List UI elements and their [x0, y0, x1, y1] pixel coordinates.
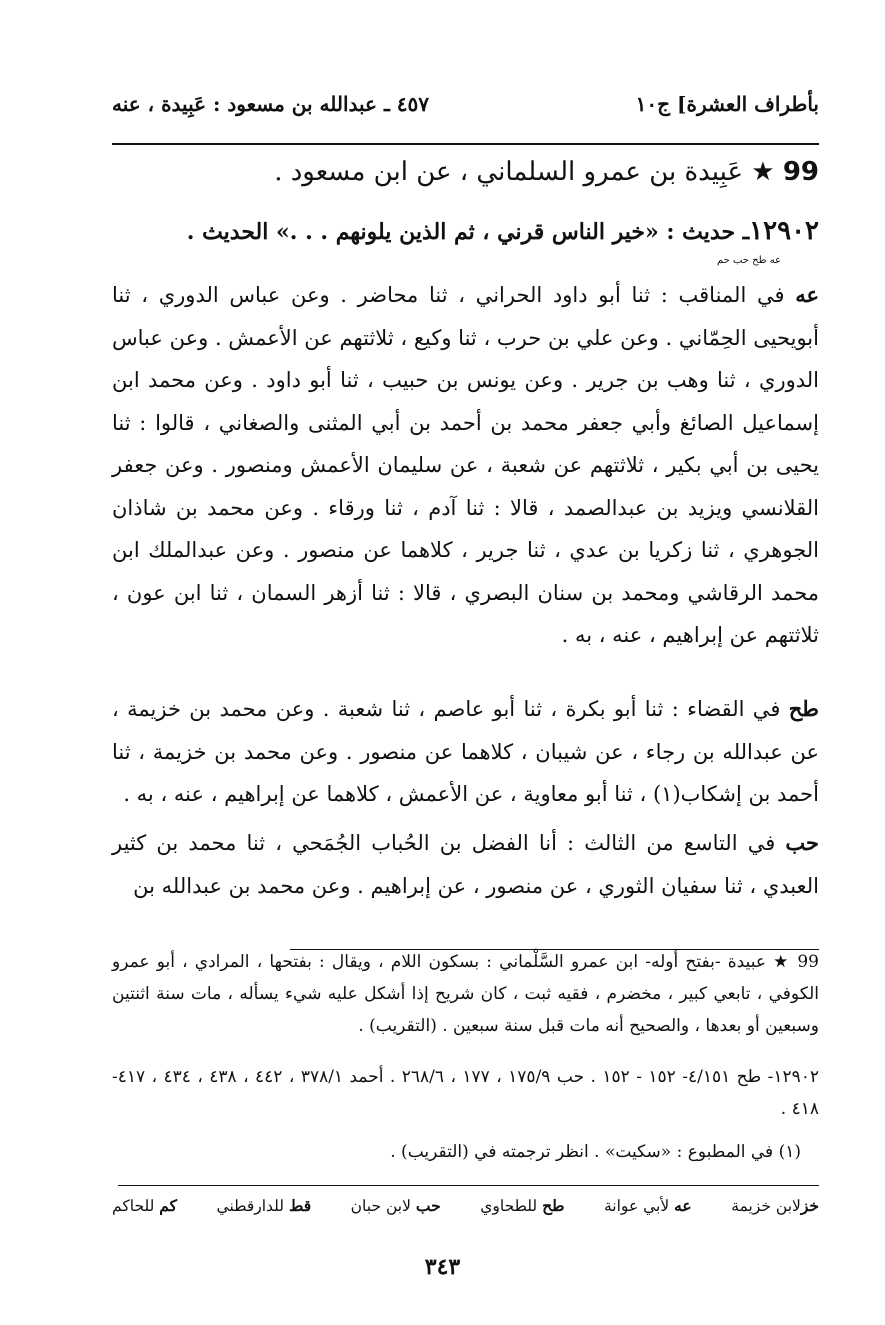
source-sigla: عه طح حب حم [716, 255, 782, 266]
abbreviation-key [112, 1196, 819, 1215]
star-icon: ★ [751, 157, 775, 187]
footnote-narrator-bio: 99 ★ عبيدة -بفتح أوله- ابن عمرو السَّلْماني : بسكون اللام ، ويقال : بفتحها ، المرادي ، أبو عمرو الكوفي ، تابعي كبير ، مخضرم ، فقيه ثبت ، كان شريح إذا أشكل عليه شيء يسأله ، مات سنة اثنتين وسبعين أو بعدها ، والصحيح أنه مات قبل سنة سبعين . (التقريب) . [112, 952, 819, 1036]
header-volume: بأطراف العشرة] ج١٠ [635, 92, 819, 116]
source-code: طح [788, 696, 819, 721]
isnad-paragraph [112, 688, 819, 816]
header-rule [112, 143, 819, 145]
page-number: ٣٤٣ [424, 1254, 461, 1280]
paragraph-text: في المناقب : ثنا أبو داود الحراني ، ثنا محاضر . وعن عباس الدوري ، ثنا أبويحيى الحِمّاني . وعن علي بن حرب ، ثنا وكيع ، ثلاثتهم عن الأعمش . وعن عباس الدوري ، ثنا وهب بن جرير . وعن يونس بن حبيب ، ثنا أبو داود . وعن محمد ابن إسماعيل الصائغ وأبي جعفر محمد بن أحمد بن أبي المثنى والصغاني ، قالوا : ثنا يحيى بن أبي بكير ، ثلاثتهم عن شعبة ، عن سليمان الأعمش ومنصور . وعن جعفر القلانسي ويزيد بن عبدالصمد ، قالا : ثنا آدم ، ثنا ورقاء . وعن محمد بن شاذان الجوهري ، ثنا زكريا بن عدي ، ثنا جرير ، كلاهما عن منصور . وعن عبدالملك ابن محمد الرقاشي ومحمد بن سنان البصري ، قالا : ثنا أزهر السمان ، ثنا ابن عون ، ثلاثتهم عن إبراهيم ، عنه ، به . [112, 283, 819, 647]
hadith-text: «خير الناس قرني ، ثم الذين يلونهم . . .» الحديث . [186, 219, 659, 245]
source-code: حب [785, 830, 819, 855]
isnad-paragraph [112, 274, 819, 657]
hadith-number: ١٢٩٠٢ [749, 216, 819, 246]
paragraph-text: في القضاء : ثنا أبو بكرة ، ثنا أبو عاصم ، ثنا شعبة . وعن محمد بن خزيمة ، عن عبدالله بن رجاء ، عن شيبان ، كلاهما عن منصور . وعن محمد بن خزيمة ، ثنا أحمد بن إشكاب(١) ، ثنا أبو معاوية ، عن الأعمش ، كلاهما عن إبراهيم ، عنه ، به . [112, 697, 819, 806]
abbrev-item: خزلابن خزيمة [731, 1196, 819, 1215]
abbrev-item: حب لابن حبان [350, 1196, 441, 1215]
paragraph-text: في التاسع من الثالث : أنا الفضل بن الحُباب الجُمَحي ، ثنا محمد بن كثير العبدي ، ثنا سفيان الثوري ، عن منصور ، عن إبراهيم . وعن محمد بن عبدالله بن [112, 831, 819, 898]
narrator-number: 99 [782, 157, 819, 187]
source-code: عه [795, 282, 819, 307]
isnad-paragraph [112, 822, 819, 907]
footnote-references: ١٢٩٠٢- طح ٤/١٥١- ١٥٢ - ١٥٢ . حب ١٧٥/٩ ، ١٧٧ ، ٢٦٨/٦ . أحمد ٣٧٨/١ ، ٤٤٢ ، ٤٣٨ ، ٤٣٤ ، ٤١٧- ٤١٨ . [112, 1067, 820, 1119]
footnote-1: (١) في المطبوع : «سكيت» . انظر ترجمته في (التقريب) . [390, 1142, 801, 1162]
abbrev-item: كم للحاكم [112, 1196, 177, 1215]
narrator-name: عَبِيدة بن عمرو السلماني ، عن ابن مسعود . [274, 157, 743, 187]
abbrev-item: طح للطحاوي [480, 1196, 565, 1215]
abbrev-item: عه لأبي عوانة [604, 1196, 692, 1215]
narrator-entry [112, 152, 819, 192]
running-header [112, 92, 819, 116]
abbrev-item: قط للدارقطني [216, 1196, 312, 1215]
abbreviations-rule [118, 1185, 819, 1186]
hadith-label: ـ حديث : [666, 219, 750, 245]
header-section: ٤٥٧ ـ عبدالله بن مسعود : عَبِيدة ، عنه [112, 92, 429, 116]
hadith-heading [112, 214, 819, 266]
